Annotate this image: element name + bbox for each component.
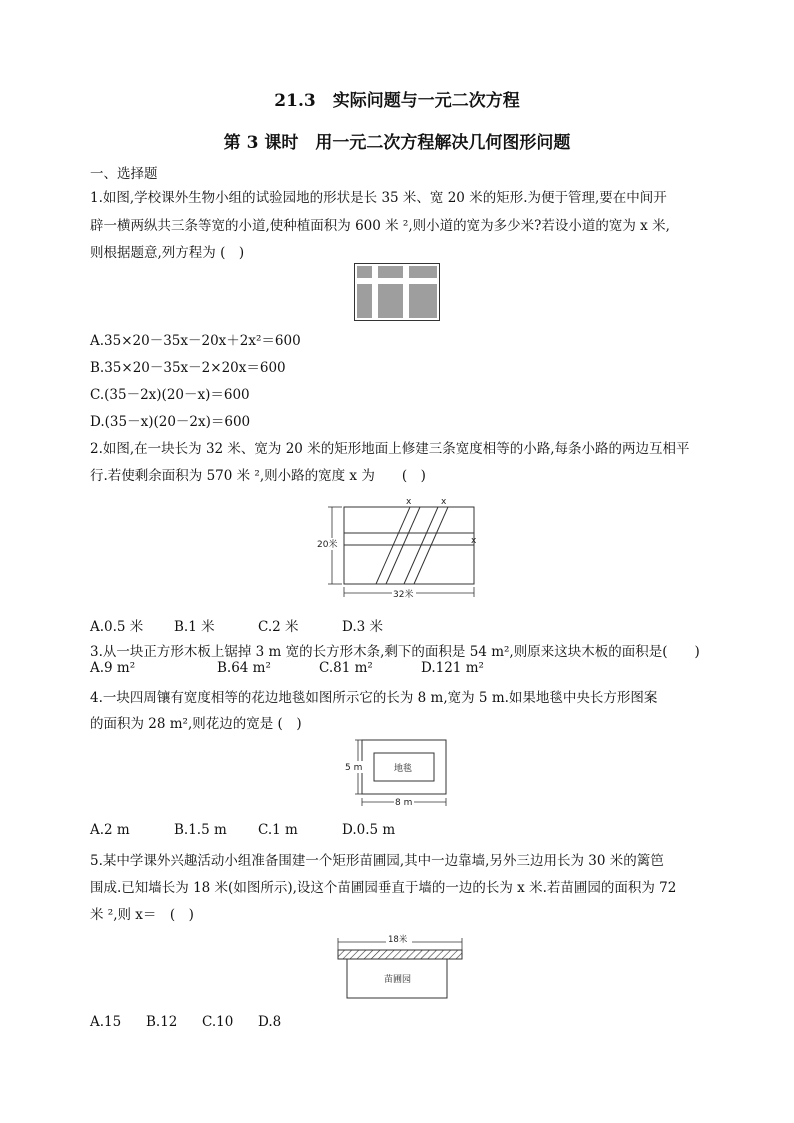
q1-plot-5	[378, 284, 403, 318]
q2-label-x-top-1: x	[406, 497, 412, 507]
q1-figure	[354, 263, 440, 321]
q1-option-b: B.35×20－35x－2×20x＝600	[90, 360, 286, 376]
q4-height-label: 5 m	[345, 763, 363, 773]
q2-label-x-top-2: x	[441, 497, 447, 507]
q2-line-2: 行.若使剩余面积为 570 米 ²,则小路的宽度 x 为 ( )	[90, 468, 426, 484]
q1-option-c: C.(35－2x)(20－x)＝600	[90, 387, 250, 403]
q5-wall-label: 18米	[388, 935, 408, 945]
q5-option-b: B.12	[146, 1014, 178, 1030]
q5-option-c: C.10	[202, 1014, 234, 1030]
q5-garden-label: 苗圃园	[384, 975, 412, 985]
q1-plot-3	[409, 266, 437, 278]
q4-center-label: 地毯	[394, 764, 413, 774]
q4-figure	[344, 736, 450, 810]
q2-height-label: 20米	[317, 540, 338, 550]
q4-option-a: A.2 m	[90, 822, 130, 838]
q3-option-d: D.121 m²	[421, 660, 484, 676]
q5-figure	[334, 932, 466, 1002]
q2-option-c: C.2 米	[258, 619, 299, 635]
lesson-title: 21.3 实际问题与一元二次方程	[274, 91, 520, 111]
q1-line-1: 1.如图,学校课外生物小组的试验园地的形状是长 35 米、宽 20 米的矩形.为便于管理,要在中间开	[90, 190, 667, 206]
q1-plot-4	[357, 284, 372, 318]
q4-option-d: D.0.5 m	[342, 822, 396, 838]
q4-line-2: 的面积为 28 m²,则花边的宽是 ( )	[90, 716, 302, 732]
q2-label-x-right: x	[471, 536, 477, 546]
q2-option-d: D.3 米	[342, 619, 384, 635]
q5-line-3: 米 ²,则 x＝ ( )	[90, 907, 194, 923]
q1-line-2: 辟一横两纵共三条等宽的小道,使种植面积为 600 米 ²,则小道的宽为多少米?若设小道的宽为 x 米,	[90, 218, 670, 234]
section-heading: 一、选择题	[90, 166, 158, 182]
q5-line-1: 5.某中学课外兴趣活动小组准备围建一个矩形苗圃园,其中一边靠墙,另外三边用长为 30 米的篱笆	[90, 853, 664, 869]
q5-option-d: D.8	[258, 1014, 282, 1030]
q3-option-c: C.81 m²	[319, 660, 373, 676]
q2-figure	[312, 493, 488, 605]
q4-option-b: B.1.5 m	[174, 822, 227, 838]
q1-plot-6	[409, 284, 437, 318]
q3-option-b: B.64 m²	[217, 660, 271, 676]
q1-line-3: 则根据题意,列方程为 ( )	[90, 245, 245, 261]
q1-plot-2	[378, 266, 403, 278]
q5-wall	[338, 950, 462, 959]
q2-option-b: B.1 米	[174, 619, 215, 635]
q5-line-2: 围成.已知墙长为 18 米(如图所示),设这个苗圃园垂直于墙的一边的长为 x 米.若苗圃园的面积为 72	[90, 880, 677, 896]
q1-option-d: D.(35－x)(20－2x)＝600	[90, 414, 251, 430]
q3-line-1: 3.从一块正方形木板上锯掉 3 m 宽的长方形木条,剩下的面积是 54 m²,则原来这块木板的面积是( )	[90, 644, 700, 660]
q1-plot-1	[357, 266, 372, 278]
q1-option-a: A.35×20－35x－20x＋2x²＝600	[90, 333, 301, 349]
q4-width-label: 8 m	[395, 798, 413, 808]
q2-width-label: 32米	[393, 590, 414, 600]
lesson-subtitle: 第 3 课时 用一元二次方程解决几何图形问题	[223, 133, 571, 153]
q2-option-a: A.0.5 米	[90, 619, 144, 635]
q2-line-1: 2.如图,在一块长为 32 米、宽为 20 米的矩形地面上修建三条宽度相等的小路,每条小路的两边互相平	[90, 441, 690, 457]
q4-line-1: 4.一块四周镶有宽度相等的花边地毯如图所示它的长为 8 m,宽为 5 m.如果地毯中央长方形图案	[90, 690, 658, 706]
q5-option-a: A.15	[90, 1014, 122, 1030]
q3-option-a: A.9 m²	[90, 660, 136, 676]
q4-option-c: C.1 m	[258, 822, 298, 838]
